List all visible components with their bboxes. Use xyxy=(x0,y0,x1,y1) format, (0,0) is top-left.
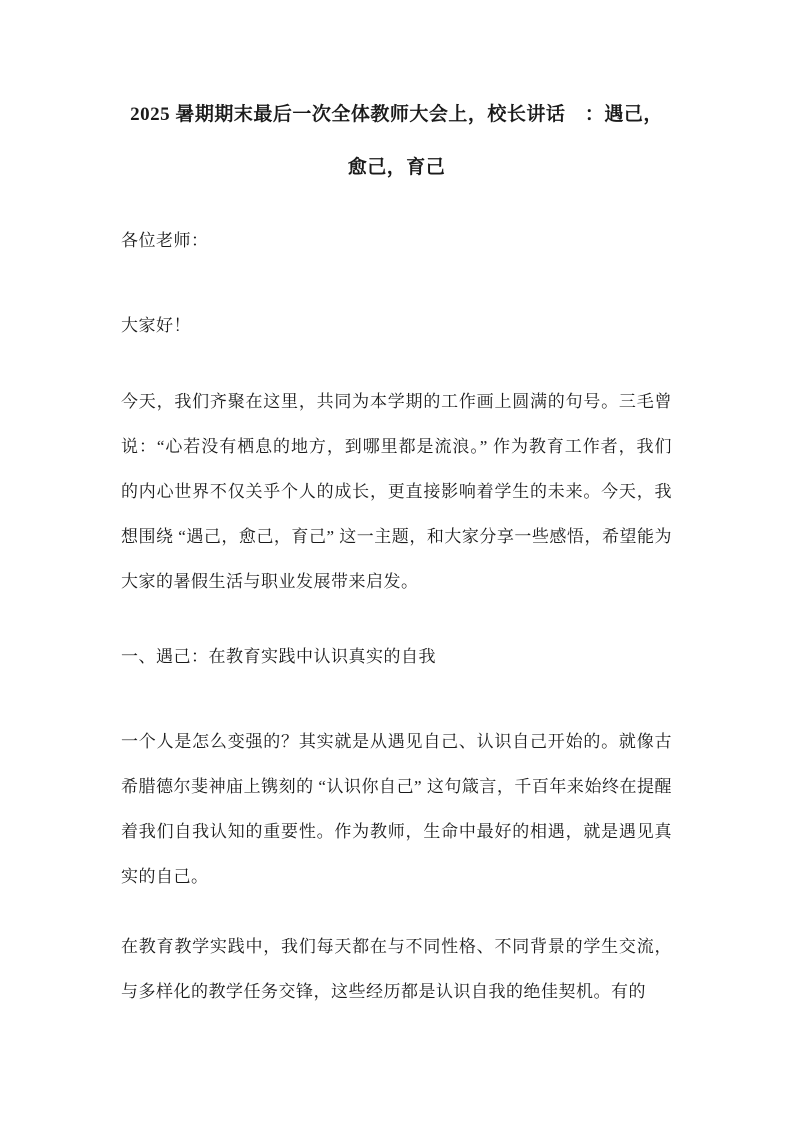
document-content xyxy=(0,88,793,1014)
document-title: 2025 暑期期末最后一次全体教师大会上，校长讲话 ：遇己，愈己，育己 xyxy=(130,104,663,178)
salutation-line: 各位老师： xyxy=(121,231,209,250)
section-1-heading: 一、遇己：在教育实践中认识真实的自我 xyxy=(121,647,436,666)
section-1-paragraph-1: 一个人是怎么变强的？其实就是从遇见自己、认识自己开始的。就像古希腊德尔斐神庙上镌刻的 “认识你自己” 这句箴言，千百年来始终在提醒着我们自我认知的重要性。作为教师，生命中最好的相遇，就是遇见真实的自己。 xyxy=(121,732,672,886)
intro-paragraph: 今天，我们齐聚在这里，共同为本学期的工作画上圆满的句号。三毛曾说：“心若没有栖息的地方，到哪里都是流浪。” 作为教育工作者，我们的内心世界不仅关乎个人的成长，更直接影响着学生的未来。今天，我想围绕 “遇己，愈己，育己” 这一主题，和大家分享一些感悟，希望能为大家的暑假生活与职业发展带来启发。 xyxy=(121,392,672,591)
section-1-paragraph-2: 在教育教学实践中，我们每天都在与不同性格、不同背景的学生交流，与多样化的教学任务交锋，这些经历都是认识自我的绝佳契机。有的 xyxy=(121,937,672,1001)
greeting-line: 大家好！ xyxy=(121,316,191,335)
